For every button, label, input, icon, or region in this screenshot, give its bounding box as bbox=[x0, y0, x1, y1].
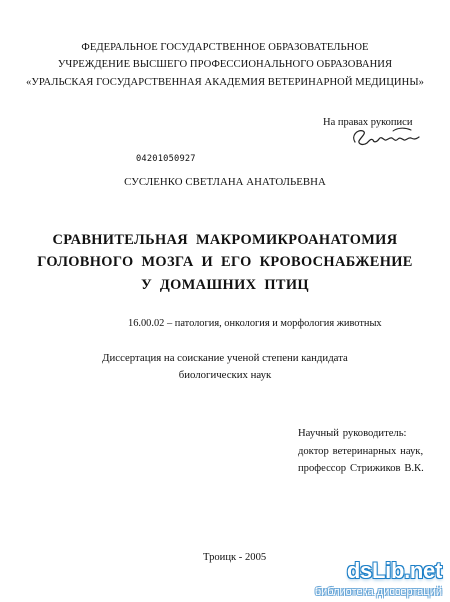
institution-header-line-1: ФЕДЕРАЛЬНОЕ ГОСУДАРСТВЕННОЕ ОБРАЗОВАТЕЛЬНОЕ bbox=[81, 42, 369, 53]
author-name: СУСЛЕНКО СВЕТЛАНА АНАТОЛЬЕВНА bbox=[124, 176, 326, 188]
dissertation-title-line-1: СРАВНИТЕЛЬНАЯ МАКРОМИКРОАНАТОМИЯ bbox=[52, 232, 398, 248]
handwritten-signature bbox=[349, 124, 423, 152]
dissertation-title-line-2: ГОЛОВНОГО МОЗГА И ЕГО КРОВОСНАБЖЕНИЕ bbox=[37, 254, 413, 270]
supervisor-label: Научный руководитель: bbox=[298, 428, 407, 439]
specialty-code: 16.00.02 – патология, онкология и морфология животных bbox=[128, 318, 382, 329]
institution-header-line-3: «УРАЛЬСКАЯ ГОСУДАРСТВЕННАЯ АКАДЕМИЯ ВЕТЕРИНАРНОЙ МЕДИЦИНЫ» bbox=[26, 77, 424, 88]
registration-code: 04201050927 bbox=[136, 154, 196, 164]
supervisor-name: профессор Стрижиков В.К. bbox=[298, 463, 424, 474]
degree-statement-line-1: Диссертация на соискание ученой степени кандидата bbox=[102, 352, 348, 364]
place-and-year: Троицк - 2005 bbox=[203, 552, 267, 563]
dslib-watermark bbox=[314, 558, 450, 602]
watermark-subtitle: библиотека диссертаций bbox=[314, 586, 442, 598]
dissertation-title-line-3: У ДОМАШНИХ ПТИЦ bbox=[141, 277, 309, 293]
institution-header-line-2: УЧРЕЖДЕНИЕ ВЫСШЕГО ПРОФЕССИОНАЛЬНОГО ОБРАЗОВАНИЯ bbox=[57, 59, 393, 70]
supervisor-degree: доктор ветеринарных наук, bbox=[298, 446, 424, 457]
degree-statement-line-2: биологических наук bbox=[178, 369, 272, 381]
watermark-logo: dsLib.net bbox=[346, 558, 442, 583]
manuscript-rights-note: На правах рукописи bbox=[323, 117, 413, 128]
